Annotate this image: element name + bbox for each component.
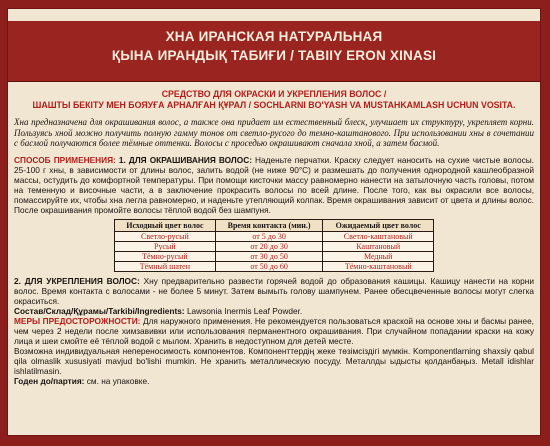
method-paragraph [14,155,534,215]
table-cell: Тёмно-русый [115,251,216,261]
subtitle-line-1: СРЕДСТВО ДЛЯ ОКРАСКИ И УКРЕПЛЕНИЯ ВОЛОС / [161,89,387,99]
method-label: СПОСОБ ПРИМЕНЕНИЯ: [14,154,116,165]
table-row [115,261,434,271]
title-line-1: ХНА ИРАНСКАЯ НАТУРАЛЬНАЯ [165,29,383,44]
instruction-content [14,89,534,386]
composition-paragraph [14,306,534,316]
composition-label: Состав/Склад/Құрамы/Tarkibi/Ingredients: [14,305,185,316]
intro-paragraph: Хна предназначена для окрашивания волос, а также она придает им естественный блеск, улучшает их структуру, укрепляет корни. Пользуясь хной можно получить полную гамму тонов от светло-русого до темно-каштанового. При использовании хны в сочетании с басмой получаются более тёмные оттенки. Волосы с проседью окрашивают сначала хной, а затем басмой. [14,117,534,148]
step2-text: Хну предварительно развести горячей водой до образования кашицы. Кашицу нанести на корни волос. Время контакта с волосами - не более 5 минут. Затем вымыть голову шампунем. Ранее обесцвеченные волосы могут слегка окраситься. [14,275,534,306]
batch-paragraph [14,376,534,386]
table-cell: Каштановый [323,241,434,251]
table-cell: Тёмно-каштановый [323,261,434,271]
table-row [115,251,434,261]
table-cell: от 20 до 30 [215,241,323,251]
step2-paragraph [14,276,534,306]
precautions-text: Для наружного применения. Не рекомендуется пользоваться краской на основе хны и басмы ранее, чем через 2 недели после химзавивки или использования перманентного окрашивания. При случайном попадании краски на кожу лица и шеи смойте её тёплой водой с мылом. Хранить в недоступном для детей месте. [14,315,534,346]
table-cell: Медный [323,251,434,261]
step2-label: 2. ДЛЯ УКРЕПЛЕНИЯ ВОЛОС: [14,275,140,286]
table-row [115,231,434,241]
precautions-label: МЕРЫ ПРЕДОСТОРОЖНОСТИ: [14,315,141,326]
subtitle-line-2: ШАШТЫ БЕКІТУ МЕН БОЯУҒА АРНАЛҒАН ҚҰРАЛ / SOCHLARNI BO'YASH VA MUSTAHKAMLASH UCHUN VOSITA. [32,100,516,110]
table-row [115,241,434,251]
step1-text: Наденьте перчатки. Краску следует наносить на сухие чистые волосы. 25-100 г хны, в зависимости от длины волос, залить водой (не ниже 90°С) и размешать до получения однородной кашлеобразной массы, остудить до комфортной температуры. При помощи кисточки массу равномерно нанести на затылочную часть головы, потом на теменную и височные части, а в заключение прокрасить волосы по всей длине. После того, как вы окрасили все волосы, помассируйте их, чтобы хна легла равномерно, и наденьте утепляющий колпак. Время окрашивания зависит от цвета и длины волос. После окрашивания промойте волосы тёплой водой без шампуня. [14,154,534,215]
composition-value: Lawsonia Inermis Leaf Powder. [186,305,303,316]
table-cell: от 50 до 60 [215,261,323,271]
color-table-wrap [114,219,434,272]
title-line-2: ҚЫНА ИРАНДЫҚ ТАБИҒИ / TABIIY ERON XINASI [111,48,437,63]
color-table [114,219,434,272]
instruction-panel [7,8,541,436]
precautions-paragraph [14,316,534,346]
table-cell: Тёмный шатен [115,261,216,271]
table-header-cell: Ожидаемый цвет волос [323,219,434,231]
table-cell: от 5 до 30 [215,231,323,241]
table-header-cell: Исходный цвет волос [115,219,216,231]
title-band [8,21,540,81]
table-cell: от 30 до 50 [215,251,323,261]
table-cell: Светло-русый [115,231,216,241]
step1-label: 1. ДЛЯ ОКРАШИВАНИЯ ВОЛОС: [118,154,252,165]
batch-label: Годен до/партия: [14,375,85,386]
table-cell: Русый [115,241,216,251]
batch-value: см. на упаковке. [86,375,150,386]
intolerance-paragraph: Возможна индивидуальная непереносимость компонентов. Компоненттердің жеке төзімсіздігі мүмкін. Komponentlarning shaxsiy qabul qila olmaslik xususiyati mavjud bo'lishi mumkin. Не хранить металлическую посуду. Металлды ыдысты қолданбаңыз. Metall idishlar ishlatilmasin. [14,345,534,376]
table-header-cell: Время контакта (мин.) [215,219,323,231]
table-cell: Светло-каштановый [323,231,434,241]
